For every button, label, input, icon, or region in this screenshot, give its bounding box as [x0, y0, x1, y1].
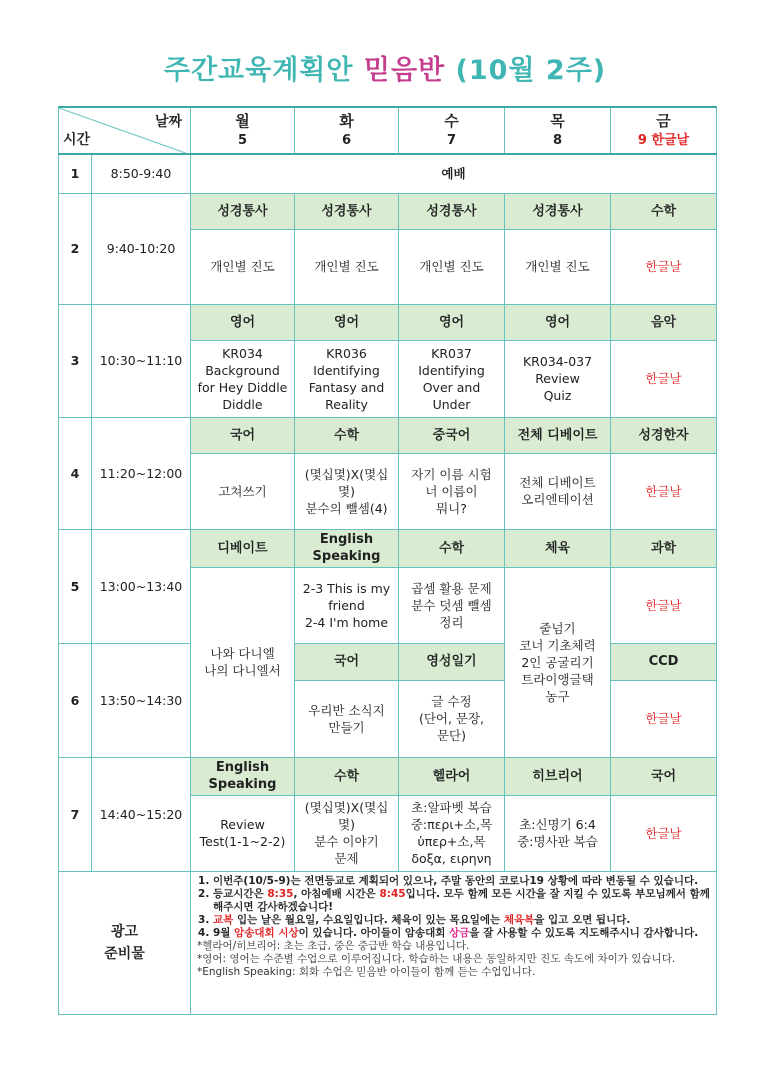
content-cell: 우리반 소식지 만들기: [295, 680, 399, 757]
worship-cell: 예배: [191, 154, 717, 193]
subject-cell: 수학: [295, 757, 399, 795]
period-time: 13:00~13:40: [92, 529, 191, 643]
subject-cell: 영성일기: [399, 643, 505, 680]
holiday-cell: 한글날: [611, 680, 717, 757]
notice-item: 1. 이번주(10/5-9)는 전면등교로 계획되어 있으나, 주말 동안의 코로나19 상황에 따라 변동될 수 있습니다.: [213, 875, 710, 888]
header-corner: [59, 107, 191, 154]
subject-cell: 성경통사: [505, 193, 611, 229]
subject-cell: 국어: [295, 643, 399, 680]
content-cell: (몇십몇)X(몇십 몇) 분수의 뺄셈(4): [295, 453, 399, 529]
period-time: 9:40-10:20: [92, 193, 191, 304]
note-line: *영어: 영어는 수준별 수업으로 이루어집니다. 학습하는 내용은 동일하지만 진도 속도에 차이가 있습니다.: [197, 952, 676, 965]
subject-cell: 영어: [295, 304, 399, 340]
subject-cell: 체육: [505, 529, 611, 567]
period-number: 1: [59, 154, 92, 193]
subject-cell: 음악: [611, 304, 717, 340]
period-number: 2: [59, 193, 92, 304]
content-cell: 개인별 진도: [295, 229, 399, 304]
period-number: 6: [59, 643, 92, 757]
subject-cell: 성경한자: [611, 417, 717, 453]
notice-item: 4. 9월 암송대회 시상이 있습니다. 아이들이 암송대회 상금을 잘 사용할 수 있도록 지도해주시니 감사합니다.: [213, 927, 710, 940]
holiday-cell: 한글날: [611, 453, 717, 529]
subject-cell: 영어: [399, 304, 505, 340]
subject-cell: 영어: [505, 304, 611, 340]
subject-cell: 디베이트: [191, 529, 295, 567]
subject-cell: 성경통사: [295, 193, 399, 229]
subject-cell: 히브리어: [505, 757, 611, 795]
day-tue: 화 6: [295, 107, 399, 154]
content-cell: 개인별 진도: [191, 229, 295, 304]
subject-cell: 국어: [191, 417, 295, 453]
content-cell: 2-3 This is my friend 2-4 I'm home: [295, 567, 399, 643]
notice-content: [191, 871, 717, 1014]
holiday-cell: 한글날: [611, 229, 717, 304]
subject-cell: English Speaking: [295, 529, 399, 567]
subject-cell: 영어: [191, 304, 295, 340]
content-cell: KR034 Background for Hey Diddle Diddle: [191, 340, 295, 417]
day-mon: 월 5: [191, 107, 295, 154]
content-cell: 전체 디베이트 오리엔테이션: [505, 453, 611, 529]
subject-cell: 성경통사: [399, 193, 505, 229]
note-line: *헬라어/히브리어: 초는 초급, 중은 중급반 학습 내용입니다.: [197, 939, 470, 952]
content-cell: 글 수정 (단어, 문장, 문단): [399, 680, 505, 757]
period-time: 13:50~14:30: [92, 643, 191, 757]
content-cell: KR037 Identifying Over and Under: [399, 340, 505, 417]
day-wed: 수 7: [399, 107, 505, 154]
content-cell: 초:알파벳 복습 중:περι+소,목 ὑπερ+소,목 δοξα, ειρηνη: [399, 795, 505, 871]
time-label: 시간: [63, 132, 91, 148]
period-time: 14:40~15:20: [92, 757, 191, 871]
period-time: 11:20~12:00: [92, 417, 191, 529]
content-cell: 줄넘기 코너 기초체력 2인 공굴리기 트라이앵글택 농구: [505, 567, 611, 757]
content-cell: (몇십몇)X(몇십 몇) 분수 이야기 문제: [295, 795, 399, 871]
date-label: 날짜: [154, 114, 182, 130]
subject-cell: 헬라어: [399, 757, 505, 795]
subject-cell: English Speaking: [191, 757, 295, 795]
period-number: 4: [59, 417, 92, 529]
notice-label: 광고 준비물: [59, 871, 191, 1014]
content-cell: 개인별 진도: [505, 229, 611, 304]
subject-cell: 과학: [611, 529, 717, 567]
subject-cell: 중국어: [399, 417, 505, 453]
content-cell: Review Test(1-1~2-2): [191, 795, 295, 871]
period-number: 7: [59, 757, 92, 871]
page-title: 주간교육계획안 믿음반 (10월 2주): [163, 55, 607, 86]
day-thu: 목 8: [505, 107, 611, 154]
notice-item: 3. 교복 입는 날은 월요일, 수요일입니다. 체육이 있는 목요일에는 체육복을 입고 오면 됩니다.: [213, 914, 710, 927]
subject-cell: 전체 디베이트: [505, 417, 611, 453]
subject-cell: 국어: [611, 757, 717, 795]
notice-item: 2. 등교시간은 8:35, 아침예배 시간은 8:45입니다. 모두 함께 모든 시간을 잘 지킬 수 있도록 부모님께서 함께해주시면 감사하겠습니다!: [213, 888, 710, 914]
content-cell: 개인별 진도: [399, 229, 505, 304]
day-fri: 금 9 한글날: [611, 107, 717, 154]
holiday-cell: 한글날: [611, 795, 717, 871]
subject-cell: 수학: [399, 529, 505, 567]
subject-cell: 수학: [295, 417, 399, 453]
content-cell: 곱셈 활용 문제 분수 덧셈 뺄셈 정리: [399, 567, 505, 643]
content-cell: 나와 다니엘 나의 다니엘서: [191, 567, 295, 757]
content-cell: KR034-037 Review Quiz: [505, 340, 611, 417]
subject-cell: CCD: [611, 643, 717, 680]
period-number: 3: [59, 304, 92, 417]
subject-cell: 성경통사: [191, 193, 295, 229]
content-cell: 고쳐쓰기: [191, 453, 295, 529]
period-time: 8:50-9:40: [92, 154, 191, 193]
period-number: 5: [59, 529, 92, 643]
subject-cell: 수학: [611, 193, 717, 229]
period-time: 10:30~11:10: [92, 304, 191, 417]
weekly-schedule-table: [58, 106, 717, 1015]
note-line: *English Speaking: 회화 수업은 믿음반 아이들이 함께 듣는 수업입니다.: [197, 965, 536, 978]
content-cell: KR036 Identifying Fantasy and Reality: [295, 340, 399, 417]
holiday-cell: 한글날: [611, 340, 717, 417]
content-cell: 초:신명기 6:4 중:명사판 복습: [505, 795, 611, 871]
class-name: 믿음반: [363, 55, 446, 86]
holiday-cell: 한글날: [611, 567, 717, 643]
content-cell: 자기 이름 시험 너 이름이 뭐니?: [399, 453, 505, 529]
